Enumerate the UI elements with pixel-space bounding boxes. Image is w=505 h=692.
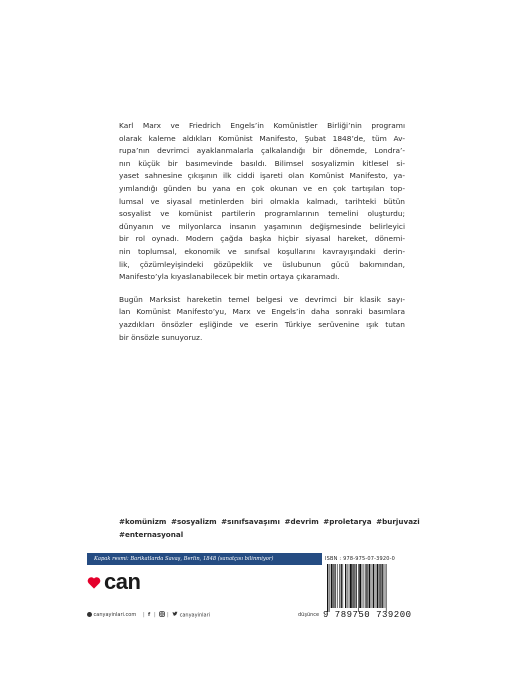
barcode-bar — [354, 564, 355, 608]
barcode-bar — [356, 564, 357, 608]
blurb-line: lan Komünist Manifesto’yu, Marx ve Engels’in daha sonraki basımlara — [119, 307, 405, 317]
barcode-bar — [386, 564, 387, 612]
barcode-bar — [329, 564, 330, 612]
isbn-digits: 9 789750 739200 — [323, 610, 412, 620]
barcode-image — [327, 564, 409, 612]
blurb-line: rupa’nın devrimci ayaklanmalarla çalkalandığı bir dönemde, Londra’- — [119, 146, 405, 156]
blurb-line: nın küçük bir basımevinde basıldı. Bilimsel sosyalizmin kitlesel si- — [119, 158, 405, 168]
blurb-paragraph-2 — [119, 294, 405, 344]
barcode-bar — [375, 564, 376, 608]
barcode-bar — [327, 564, 328, 612]
blurb-line: bir rol oynadı. Modern çağda başka hiçbir siyasal hareket, dönemi- — [119, 234, 405, 244]
barcode-bar — [373, 564, 374, 608]
barcode-bar — [379, 564, 380, 608]
barcode-bar — [341, 564, 342, 608]
blurb-line: lik, çözümleyişindeki gözüpeklik ve üslubunun gücü bakımından, — [119, 259, 405, 269]
barcode-bar — [380, 564, 381, 608]
hashtag: #burjuvazi — [376, 517, 420, 526]
barcode-bar — [345, 564, 346, 608]
barcode-bar — [358, 564, 359, 612]
hashtag: #devrim — [284, 517, 319, 526]
barcode-bar — [359, 564, 361, 608]
imprint-name: düşünce — [298, 612, 320, 618]
barcode-bar — [352, 564, 353, 608]
barcode-bar — [349, 564, 350, 608]
facebook-icon[interactable]: f — [148, 612, 151, 618]
blurb-line: yımlandığı günden bu yana en çok okunan ve en çok tartışılan top- — [119, 183, 405, 193]
hashtag: #proletarya — [323, 517, 372, 526]
twitter-link[interactable] — [172, 611, 210, 621]
hashtag-row — [119, 528, 409, 541]
barcode-bar — [364, 564, 365, 608]
website-link[interactable] — [87, 611, 136, 620]
hashtag: #enternasyonal — [119, 530, 184, 539]
blurb-text — [119, 120, 405, 354]
publisher-footer — [87, 611, 322, 620]
barcode-bar — [347, 564, 348, 608]
hashtag-row — [119, 515, 420, 528]
hashtag: #sınıfsavaşımı — [221, 517, 280, 526]
barcode-bar — [372, 564, 373, 608]
blurb-paragraph-1 — [119, 120, 405, 284]
barcode-bar — [350, 564, 352, 608]
blurb-line: yaset sahnesine çıkışının ilk ciddi işareti olan Komünist Manifesto, ya- — [119, 171, 405, 181]
hashtag: #komünizm — [119, 517, 167, 526]
blurb-line: Bugün Marksist hareketin temel belgesi ve devrimci bir klasik sayı- — [119, 294, 405, 304]
barcode-bar — [369, 564, 371, 608]
blurb-line: lumsal ve siyasal metinlerden biri olmakla kalmadı, tarihteki bütün — [119, 196, 405, 206]
blurb-line: olarak kaleme aldıkları Komünist Manifesto, Şubat 1848’de, tüm Av- — [119, 133, 405, 143]
cover-credit-bar — [87, 553, 322, 565]
globe-icon — [87, 612, 92, 617]
hashtag-list — [119, 515, 420, 541]
twitter-handle: canyayinlari — [179, 612, 211, 619]
publisher-logo — [87, 569, 157, 594]
barcode-bar — [377, 564, 379, 608]
barcode-block — [323, 556, 412, 622]
cover-credit-text: Kapak resmi: Barikatlarda Savaş, Berlin, 1848 (sanatçısı bilinmiyor) — [94, 556, 274, 562]
divider: | — [154, 612, 156, 618]
blurb-line: Manifesto’yla kıyaslanabilecek bir metin ortaya çıkaramadı. — [119, 272, 340, 282]
blurb-line: Karl Marx ve Friedrich Engels’in Komünistler Birliği’nin programı — [119, 121, 405, 130]
barcode-bar — [343, 564, 344, 608]
barcode-bar — [331, 564, 333, 608]
barcode-bar — [367, 564, 368, 608]
blurb-line: yazdıkları önsözler eşliğinde ve eserin Türkiye serüvenine ışık tutan — [119, 319, 405, 329]
barcode-bar — [385, 564, 386, 608]
barcode-bar — [339, 564, 340, 608]
blurb-line: nin toplumsal, ekonomik ve sınıfsal koşullarını kavrayışındaki derin- — [119, 246, 405, 256]
heart-icon — [87, 576, 101, 590]
hashtag: #sosyalizm — [170, 517, 217, 526]
barcode-bar — [334, 564, 335, 608]
website-text: canyayinlari.com — [93, 612, 137, 618]
isbn-label: ISBN : 978-975-07-3920-0 — [325, 556, 396, 562]
blurb-line: sosyalist ve komünist partilerin programlarının temelini oluşturdu; — [119, 209, 405, 219]
barcode-bar — [337, 564, 338, 608]
barcode-bar — [362, 564, 363, 608]
logo-wordmark: can — [104, 569, 141, 594]
barcode-bar — [382, 564, 383, 608]
barcode-bar — [365, 564, 366, 608]
instagram-icon[interactable] — [159, 611, 165, 621]
barcode-bar — [333, 564, 334, 608]
divider: | — [167, 612, 169, 618]
divider: | — [143, 612, 145, 618]
blurb-line: bir önsözle sunuyoruz. — [119, 332, 203, 342]
twitter-icon — [172, 611, 178, 617]
blurb-line: dünyanın ve milyonlarca insanın yaşamının değişmesinde belirleyici — [119, 221, 405, 231]
